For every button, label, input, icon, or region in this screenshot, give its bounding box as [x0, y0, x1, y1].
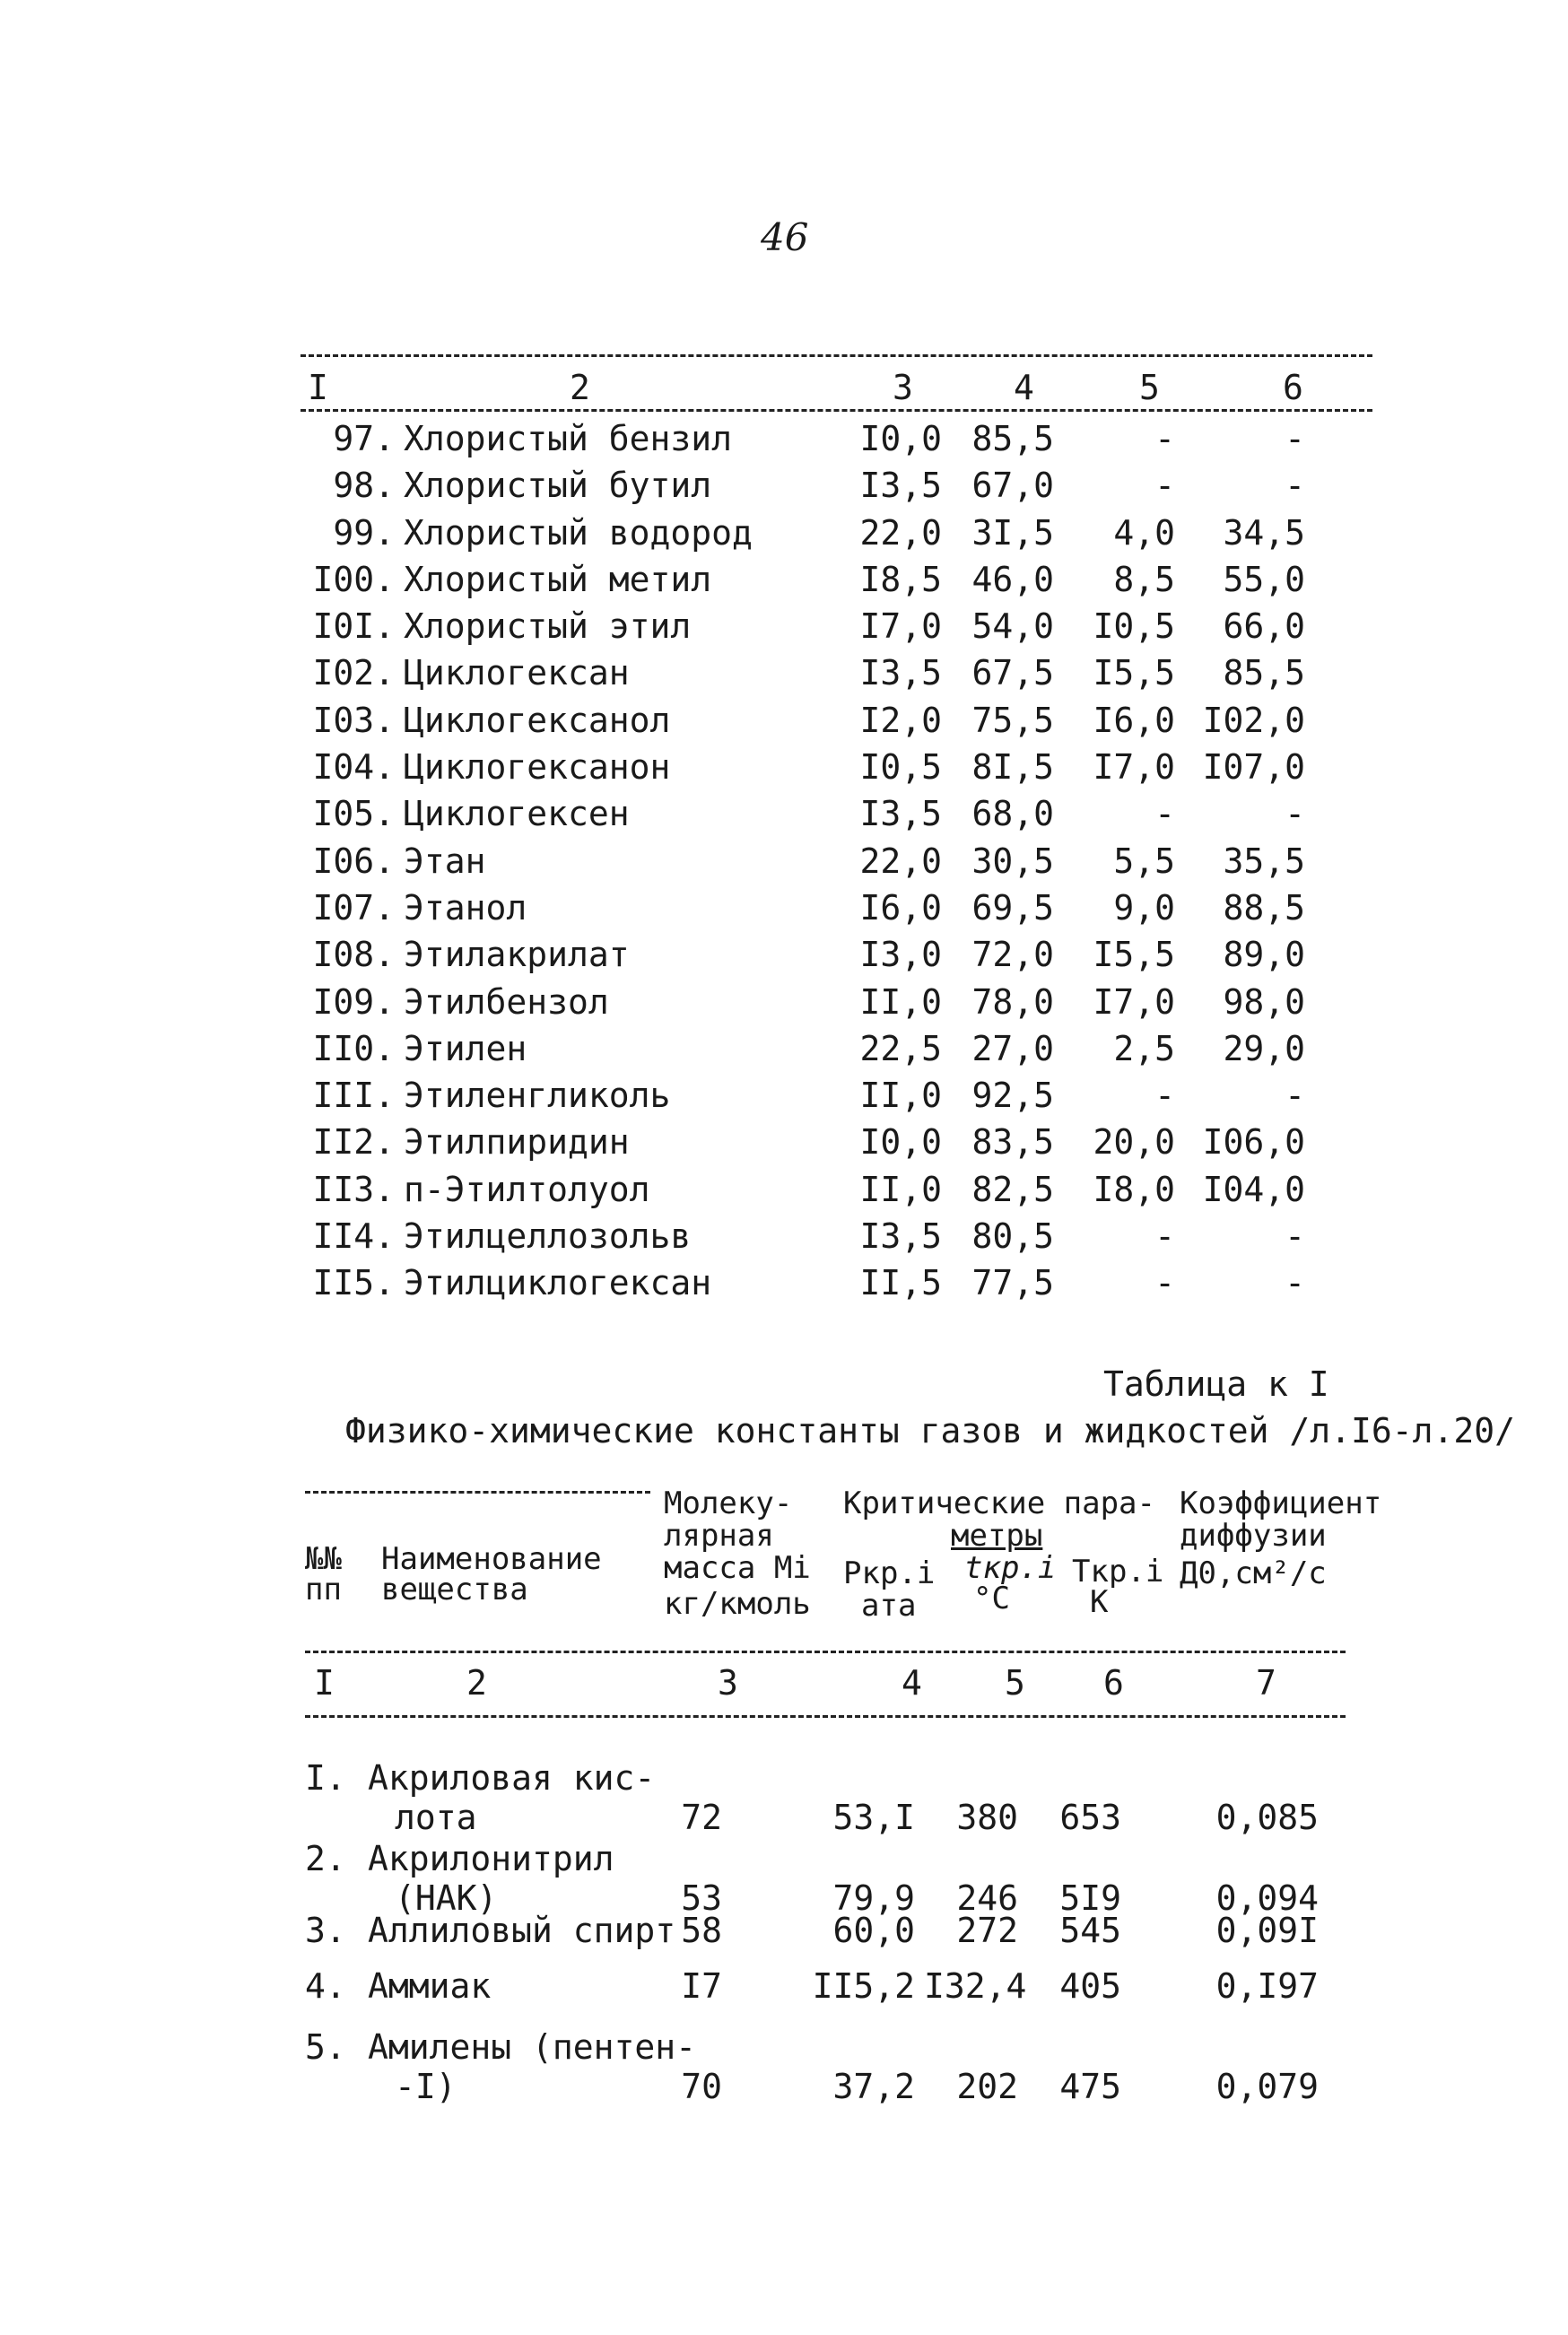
value-col-6: - [1285, 794, 1305, 834]
critical-temp-c: 202 [956, 2067, 1018, 2106]
substance-name: Этанол [404, 887, 527, 928]
substance-name-line-1: Амилены (пентен- [368, 2027, 697, 2067]
value-col-4: 46,0 [971, 559, 1054, 599]
col-number-2: 2 [466, 1663, 487, 1703]
table-row [301, 462, 1377, 509]
substance-name-line-2: -I) [395, 2067, 457, 2106]
value-col-5: - [1154, 419, 1175, 458]
substance-name: Циклогексан [404, 653, 630, 693]
value-col-3: I3,0 [859, 935, 942, 975]
header-crit-2: метры [951, 1518, 1043, 1554]
value-col-5: 8,5 [1113, 559, 1175, 599]
critical-temp-c: I32,4 [924, 1966, 1027, 2006]
header-num [305, 1543, 342, 1575]
table-row [301, 884, 1377, 931]
substance-name: Этилпиридин [404, 1122, 630, 1163]
value-col-6: 34,5 [1223, 512, 1305, 553]
value-col-3: I0,0 [859, 419, 942, 458]
molar-mass: 72 [681, 1798, 722, 1837]
row-number: 2. [305, 1839, 346, 1878]
diffusion-coefficient: 0,09I [1215, 1911, 1319, 1950]
table-row [301, 838, 1377, 884]
header-p-2: ата [861, 1588, 917, 1624]
value-col-6: 89,0 [1223, 935, 1305, 975]
value-col-4: 30,5 [971, 841, 1054, 881]
value-col-5: 5,5 [1113, 841, 1175, 881]
header-diff-3: Д0,см²/с [1180, 1555, 1327, 1591]
row-number: 4. [305, 1966, 346, 2006]
header-diff-2: диффузии [1180, 1518, 1327, 1554]
value-col-5: - [1154, 466, 1175, 506]
critical-pressure: 60,0 [832, 1911, 915, 1950]
value-col-5: I5,5 [1093, 935, 1175, 975]
substance-name-line-1: Аммиак [368, 1966, 492, 2006]
value-col-6: I04,0 [1202, 1169, 1305, 1209]
table-row [301, 1166, 1377, 1213]
col-number-3: 3 [893, 368, 913, 407]
value-col-5: I7,0 [1093, 747, 1175, 788]
critical-temp-c: 272 [956, 1911, 1018, 1950]
value-col-3: 22,5 [859, 1028, 942, 1068]
value-col-6: I02,0 [1202, 700, 1305, 740]
table-title: Физико-химические константы газов и жидкостей /л.I6-л.20/ [345, 1411, 1516, 1451]
header-t-2: °C [973, 1581, 1010, 1616]
substance-name: Циклогексен [404, 794, 630, 834]
page-number: 46 [761, 215, 809, 259]
value-col-6: 85,5 [1223, 653, 1305, 693]
diffusion-coefficient: 0,079 [1215, 2067, 1319, 2106]
header-rule [305, 1651, 1346, 1653]
value-col-5: I0,5 [1093, 606, 1175, 647]
row-number: II3. [312, 1169, 395, 1209]
header-diff-1: Коэффициент [1180, 1486, 1382, 1521]
col-number-6: 6 [1103, 1663, 1124, 1703]
value-col-4: 67,5 [971, 653, 1054, 693]
critical-temp-k: 5I9 [1059, 1878, 1121, 1918]
row-number: I09. [312, 981, 395, 1022]
value-col-5: - [1154, 1263, 1175, 1303]
molar-mass: 53 [681, 1878, 722, 1918]
substance-name: Хлористый этил [404, 606, 692, 647]
header-name-2: вещества [381, 1572, 528, 1607]
substance-name: Циклогексанон [404, 747, 671, 788]
row-number: I05. [312, 794, 395, 834]
value-col-4: 67,0 [971, 466, 1054, 506]
substance-name-line-2: лота [395, 1798, 477, 1837]
column-number-rule [305, 1715, 1346, 1718]
value-col-3: II,0 [859, 981, 942, 1022]
table-row [301, 1213, 1377, 1259]
value-col-4: 68,0 [971, 794, 1054, 834]
critical-temp-c: 246 [956, 1878, 1018, 1918]
table-row [301, 697, 1377, 744]
value-col-3: II,5 [859, 1263, 942, 1303]
value-col-4: 27,0 [971, 1028, 1054, 1068]
substance-name-line-1: Акрилонитрил [368, 1839, 614, 1878]
value-col-4: 75,5 [971, 700, 1054, 740]
value-col-5: 2,5 [1113, 1028, 1175, 1068]
value-col-6: 35,5 [1223, 841, 1305, 881]
constants-table [305, 1480, 1382, 2106]
value-col-5: 9,0 [1113, 887, 1175, 928]
col-number-3: 3 [718, 1663, 738, 1703]
table-row [301, 556, 1377, 603]
value-col-5: I5,5 [1093, 653, 1175, 693]
value-col-6: 66,0 [1223, 606, 1305, 647]
col-number-6: 6 [1283, 368, 1303, 407]
substance-name: Этилакрилат [404, 935, 630, 975]
header-crit-1: Критические пара- [843, 1486, 1155, 1521]
value-col-5: 20,0 [1093, 1122, 1175, 1163]
value-col-4: 8I,5 [971, 747, 1054, 788]
table-row [301, 603, 1377, 649]
critical-pressure: 79,9 [832, 1878, 915, 1918]
col-number-2: 2 [570, 368, 590, 407]
row-number: II2. [312, 1122, 395, 1163]
row-number: 97. [333, 419, 395, 458]
row-number: I03. [312, 700, 395, 740]
value-col-5: I8,0 [1093, 1169, 1175, 1209]
col-number-5: 5 [1139, 368, 1160, 407]
row-number: I04. [312, 747, 395, 788]
value-col-4: 78,0 [971, 981, 1054, 1022]
value-col-3: I8,5 [859, 559, 942, 599]
diffusion-coefficient: 0,085 [1215, 1798, 1319, 1837]
critical-temp-k: 405 [1059, 1966, 1121, 2006]
value-col-3: 22,0 [859, 841, 942, 881]
diffusion-coefficient: 0,094 [1215, 1878, 1319, 1918]
value-col-4: 80,5 [971, 1216, 1054, 1257]
substance-name: Этилцеллозольв [404, 1216, 692, 1257]
molar-mass: I7 [681, 1966, 722, 2006]
col-number-4: 4 [902, 1663, 922, 1703]
row-number: I. [305, 1758, 346, 1798]
header-mass-3: масса Mi [664, 1550, 811, 1586]
header-T-2: K [1090, 1584, 1109, 1620]
table-label: Таблица к I [1103, 1364, 1329, 1404]
value-col-6: - [1285, 466, 1305, 506]
top-rule [305, 1491, 650, 1494]
col-number-4: 4 [1014, 368, 1034, 407]
value-col-4: 85,5 [971, 419, 1054, 458]
value-col-6: - [1285, 419, 1305, 458]
value-col-3: I3,5 [859, 794, 942, 834]
substance-name-line-2: (НАК) [395, 1878, 498, 1918]
header-T-1: Tкр.i [1072, 1554, 1164, 1590]
row-number: I06. [312, 841, 395, 881]
value-col-3: 22,0 [859, 512, 942, 553]
value-col-6: 55,0 [1223, 559, 1305, 599]
header-num-line-1: №№ [305, 1541, 342, 1577]
value-col-3: I3,5 [859, 466, 942, 506]
value-col-3: I3,5 [859, 653, 942, 693]
value-col-6: - [1285, 1263, 1305, 1303]
row-number: I07. [312, 887, 395, 928]
table-row [301, 649, 1377, 696]
table-row [301, 415, 1377, 462]
header-p-1: Pкр.i [843, 1555, 936, 1591]
value-col-3: I0,5 [859, 747, 942, 788]
table-row [301, 1119, 1377, 1165]
row-number: 3. [305, 1911, 346, 1950]
value-col-6: 29,0 [1223, 1028, 1305, 1068]
table-row [301, 1259, 1377, 1306]
table-row [301, 790, 1377, 837]
row-number: I00. [312, 559, 395, 599]
value-col-6: 98,0 [1223, 981, 1305, 1022]
row-number: II0. [312, 1028, 395, 1068]
substance-name: Циклогексанол [404, 700, 671, 740]
value-col-5: I6,0 [1093, 700, 1175, 740]
value-col-4: 77,5 [971, 1263, 1054, 1303]
row-number: 5. [305, 2027, 346, 2067]
substance-name: Этиленгликоль [404, 1076, 671, 1116]
header-mass-4: кг/кмоль [664, 1586, 811, 1622]
value-col-6: - [1285, 1076, 1305, 1116]
value-col-5: - [1154, 1216, 1175, 1257]
value-col-6: 88,5 [1223, 887, 1305, 928]
substance-name: Этилциклогексан [404, 1263, 712, 1303]
substance-name: Этилен [404, 1028, 527, 1068]
critical-pressure: 37,2 [832, 2067, 915, 2106]
row-number: III. [312, 1076, 395, 1116]
col-number-7: 7 [1256, 1663, 1276, 1703]
value-col-4: 3I,5 [971, 512, 1054, 553]
value-col-5: 4,0 [1113, 512, 1175, 553]
molar-mass: 70 [681, 2067, 722, 2106]
col-number-1: I [308, 368, 328, 407]
critical-pressure: 53,I [832, 1798, 915, 1837]
table-row [301, 744, 1377, 790]
substance-name: Хлористый водород [404, 512, 753, 553]
substance-name: Этан [404, 841, 486, 881]
row-number: I08. [312, 935, 395, 975]
col-number-5: 5 [1005, 1663, 1025, 1703]
row-number: I0I. [312, 606, 395, 647]
header-t-1: tкр.i [964, 1550, 1057, 1586]
molar-mass: 58 [681, 1911, 722, 1950]
column-number-row [301, 368, 1377, 422]
top-rule [301, 354, 1372, 357]
value-col-5: I7,0 [1093, 981, 1175, 1022]
value-col-3: II,0 [859, 1076, 942, 1116]
substance-name-line-1: Аллиловый спирт [368, 1911, 676, 1950]
table-row [301, 510, 1377, 556]
value-col-3: I7,0 [859, 606, 942, 647]
row-number: 98. [333, 466, 395, 506]
value-col-4: 83,5 [971, 1122, 1054, 1163]
table-row [301, 979, 1377, 1025]
value-col-4: 82,5 [971, 1169, 1054, 1209]
diffusion-coefficient: 0,I97 [1215, 1966, 1319, 2006]
continuation-table [301, 354, 1377, 1307]
value-col-3: I3,5 [859, 1216, 942, 1257]
substance-name: Хлористый бензил [404, 419, 733, 458]
substance-name: Этилбензол [404, 981, 609, 1022]
value-col-4: 72,0 [971, 935, 1054, 975]
value-col-3: I0,0 [859, 1122, 942, 1163]
header-mass-2: лярная [664, 1518, 774, 1554]
critical-temp-k: 475 [1059, 2067, 1121, 2106]
substance-name: Хлористый бутил [404, 466, 712, 506]
substance-name-line-1: Акриловая кис- [368, 1758, 656, 1798]
table-body [301, 415, 1377, 1307]
value-col-6: - [1285, 1216, 1305, 1257]
header-num-2: пп [305, 1572, 342, 1607]
table-row [301, 1025, 1377, 1072]
critical-temp-k: 653 [1059, 1798, 1121, 1837]
col-number-1: I [314, 1663, 335, 1703]
header-name-1: Наименование [381, 1541, 602, 1577]
substance-name: п-Этилтолуол [404, 1169, 650, 1209]
value-col-3: I6,0 [859, 887, 942, 928]
row-number: II4. [312, 1216, 395, 1257]
table-row [301, 931, 1377, 978]
value-col-3: II,0 [859, 1169, 942, 1209]
value-col-4: 92,5 [971, 1076, 1054, 1116]
row-number: 99. [333, 512, 395, 553]
value-col-5: - [1154, 1076, 1175, 1116]
critical-pressure: II5,2 [812, 1966, 915, 2006]
row-number: I02. [312, 653, 395, 693]
table-row [301, 1072, 1377, 1119]
row-number: II5. [312, 1263, 395, 1303]
value-col-4: 54,0 [971, 606, 1054, 647]
value-col-4: 69,5 [971, 887, 1054, 928]
value-col-6: I07,0 [1202, 747, 1305, 788]
value-col-5: - [1154, 794, 1175, 834]
critical-temp-c: 380 [956, 1798, 1018, 1837]
substance-name: Хлористый метил [404, 559, 712, 599]
critical-temp-k: 545 [1059, 1911, 1121, 1950]
value-col-6: I06,0 [1202, 1122, 1305, 1163]
header-mass-1: Молеку- [664, 1486, 793, 1521]
value-col-3: I2,0 [859, 700, 942, 740]
